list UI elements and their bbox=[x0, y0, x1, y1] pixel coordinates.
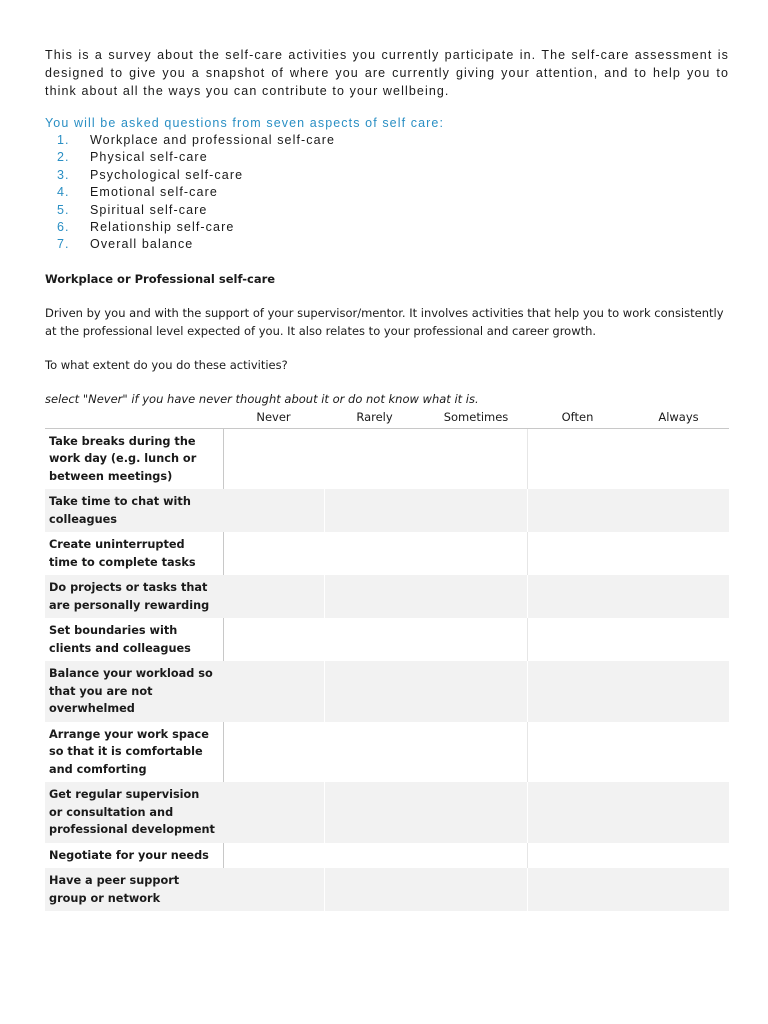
table-row bbox=[45, 618, 729, 661]
aspect-item bbox=[45, 149, 729, 166]
aspect-item bbox=[45, 219, 729, 236]
activity-label: Take breaks during the work day (e.g. lunch or between meetings) bbox=[45, 428, 223, 489]
table-row bbox=[45, 782, 729, 843]
aspect-label: Workplace and professional self-care bbox=[90, 133, 336, 147]
aspect-number: 3. bbox=[57, 167, 70, 182]
aspect-number: 4. bbox=[57, 185, 70, 200]
aspect-item bbox=[45, 236, 729, 253]
rating-cell-often[interactable] bbox=[527, 489, 628, 532]
grid-header-row bbox=[45, 407, 729, 429]
question-text: To what extent do you do these activities? bbox=[45, 357, 288, 372]
section-title: Workplace or Professional self-care bbox=[45, 271, 276, 286]
rating-cell-always[interactable] bbox=[628, 661, 729, 722]
rating-cell-sometimes[interactable] bbox=[425, 661, 527, 722]
rating-cell-rarely[interactable] bbox=[324, 618, 425, 661]
grid-header-blank bbox=[45, 407, 223, 429]
rating-cell-sometimes[interactable] bbox=[425, 722, 527, 783]
rating-cell-rarely[interactable] bbox=[324, 575, 425, 618]
rating-cell-often[interactable] bbox=[527, 782, 628, 843]
rating-cell-always[interactable] bbox=[628, 843, 729, 869]
aspect-label: Physical self-care bbox=[90, 150, 208, 165]
aspect-item bbox=[45, 202, 729, 219]
aspect-number: 6. bbox=[57, 220, 70, 235]
scale-often-header: Often bbox=[527, 407, 628, 429]
aspect-label: Spiritual self-care bbox=[90, 202, 208, 217]
rating-cell-rarely[interactable] bbox=[324, 868, 425, 911]
rating-cell-often[interactable] bbox=[527, 428, 628, 489]
rating-cell-often[interactable] bbox=[527, 868, 628, 911]
rating-cell-never[interactable] bbox=[223, 618, 324, 661]
table-row bbox=[45, 843, 729, 869]
rating-cell-always[interactable] bbox=[628, 722, 729, 783]
rating-cell-never[interactable] bbox=[223, 843, 324, 869]
aspect-item bbox=[45, 132, 729, 149]
rating-cell-never[interactable] bbox=[223, 489, 324, 532]
aspect-item bbox=[45, 184, 729, 201]
rating-cell-rarely[interactable] bbox=[324, 782, 425, 843]
rating-cell-often[interactable] bbox=[527, 722, 628, 783]
table-row bbox=[45, 575, 729, 618]
table-row bbox=[45, 428, 729, 489]
scale-always-header: Always bbox=[628, 407, 729, 429]
rating-cell-never[interactable] bbox=[223, 722, 324, 783]
table-row bbox=[45, 532, 729, 575]
aspect-label: Psychological self-care bbox=[90, 167, 244, 182]
table-row bbox=[45, 722, 729, 783]
rating-cell-rarely[interactable] bbox=[324, 843, 425, 869]
rating-cell-often[interactable] bbox=[527, 575, 628, 618]
activity-label: Take time to chat with colleagues bbox=[45, 489, 223, 532]
intro-paragraph: This is a survey about the self-care activities you currently participate in. The self-care assessment is designed to give you a snapshot of where you are currently giving your attention, and to help you to think about all the ways you can contribute to your wellbeing. bbox=[45, 48, 729, 98]
rating-cell-never[interactable] bbox=[223, 428, 324, 489]
scale-sometimes-header: Sometimes bbox=[425, 407, 527, 429]
rating-cell-sometimes[interactable] bbox=[425, 618, 527, 661]
activity-label: Arrange your work space so that it is comfortable and comforting bbox=[45, 722, 223, 783]
rating-cell-always[interactable] bbox=[628, 532, 729, 575]
rating-cell-always[interactable] bbox=[628, 618, 729, 661]
aspect-number: 5. bbox=[57, 202, 70, 217]
activity-label: Have a peer support group or network bbox=[45, 868, 223, 911]
rating-cell-sometimes[interactable] bbox=[425, 782, 527, 843]
section-description: Driven by you and with the support of your supervisor/mentor. It involves activities that help you to work consistently at the professional level expected of you. It also relates to your professional and career growth. bbox=[45, 305, 724, 338]
rating-cell-sometimes[interactable] bbox=[425, 532, 527, 575]
rating-cell-often[interactable] bbox=[527, 618, 628, 661]
rating-cell-often[interactable] bbox=[527, 843, 628, 869]
rating-cell-always[interactable] bbox=[628, 575, 729, 618]
aspect-number: 2. bbox=[57, 150, 70, 165]
rating-cell-never[interactable] bbox=[223, 868, 324, 911]
rating-cell-sometimes[interactable] bbox=[425, 868, 527, 911]
aspect-label: Overall balance bbox=[90, 237, 194, 252]
rating-cell-rarely[interactable] bbox=[324, 722, 425, 783]
rating-cell-often[interactable] bbox=[527, 661, 628, 722]
activity-label: Set boundaries with clients and colleagues bbox=[45, 618, 223, 661]
rating-cell-never[interactable] bbox=[223, 661, 324, 722]
instruction-text: select "Never" if you have never thought about it or do not know what it is. bbox=[45, 391, 479, 406]
activity-label: Balance your workload so that you are not overwhelmed bbox=[45, 661, 223, 722]
table-row bbox=[45, 661, 729, 722]
rating-cell-sometimes[interactable] bbox=[425, 575, 527, 618]
rating-cell-never[interactable] bbox=[223, 575, 324, 618]
aspects-list bbox=[45, 132, 729, 254]
scale-never-header: Never bbox=[223, 407, 324, 429]
rating-cell-sometimes[interactable] bbox=[425, 489, 527, 532]
aspect-label: Emotional self-care bbox=[90, 185, 218, 200]
rating-cell-rarely[interactable] bbox=[324, 428, 425, 489]
activity-label: Get regular supervision or consultation and professional development bbox=[45, 782, 223, 843]
table-row bbox=[45, 868, 729, 911]
aspect-number: 1. bbox=[57, 133, 70, 147]
rating-grid bbox=[45, 407, 729, 912]
aspects-heading: You will be asked questions from seven aspects of self care: bbox=[45, 116, 445, 130]
rating-cell-never[interactable] bbox=[223, 782, 324, 843]
activity-label: Create uninterrupted time to complete tasks bbox=[45, 532, 223, 575]
rating-cell-sometimes[interactable] bbox=[425, 843, 527, 869]
rating-cell-always[interactable] bbox=[628, 489, 729, 532]
activity-label: Do projects or tasks that are personally rewarding bbox=[45, 575, 223, 618]
rating-cell-always[interactable] bbox=[628, 868, 729, 911]
aspect-number: 7. bbox=[57, 237, 70, 252]
rating-cell-always[interactable] bbox=[628, 782, 729, 843]
rating-cell-rarely[interactable] bbox=[324, 661, 425, 722]
rating-cell-sometimes[interactable] bbox=[425, 428, 527, 489]
rating-cell-rarely[interactable] bbox=[324, 489, 425, 532]
rating-cell-never[interactable] bbox=[223, 532, 324, 575]
scale-rarely-header: Rarely bbox=[324, 407, 425, 429]
aspect-label: Relationship self-care bbox=[90, 220, 235, 235]
table-row bbox=[45, 489, 729, 532]
rating-cell-rarely[interactable] bbox=[324, 532, 425, 575]
survey-page bbox=[45, 46, 729, 911]
activity-label: Negotiate for your needs bbox=[45, 843, 223, 869]
rating-cell-often[interactable] bbox=[527, 532, 628, 575]
aspect-item bbox=[45, 167, 729, 184]
rating-cell-always[interactable] bbox=[628, 428, 729, 489]
